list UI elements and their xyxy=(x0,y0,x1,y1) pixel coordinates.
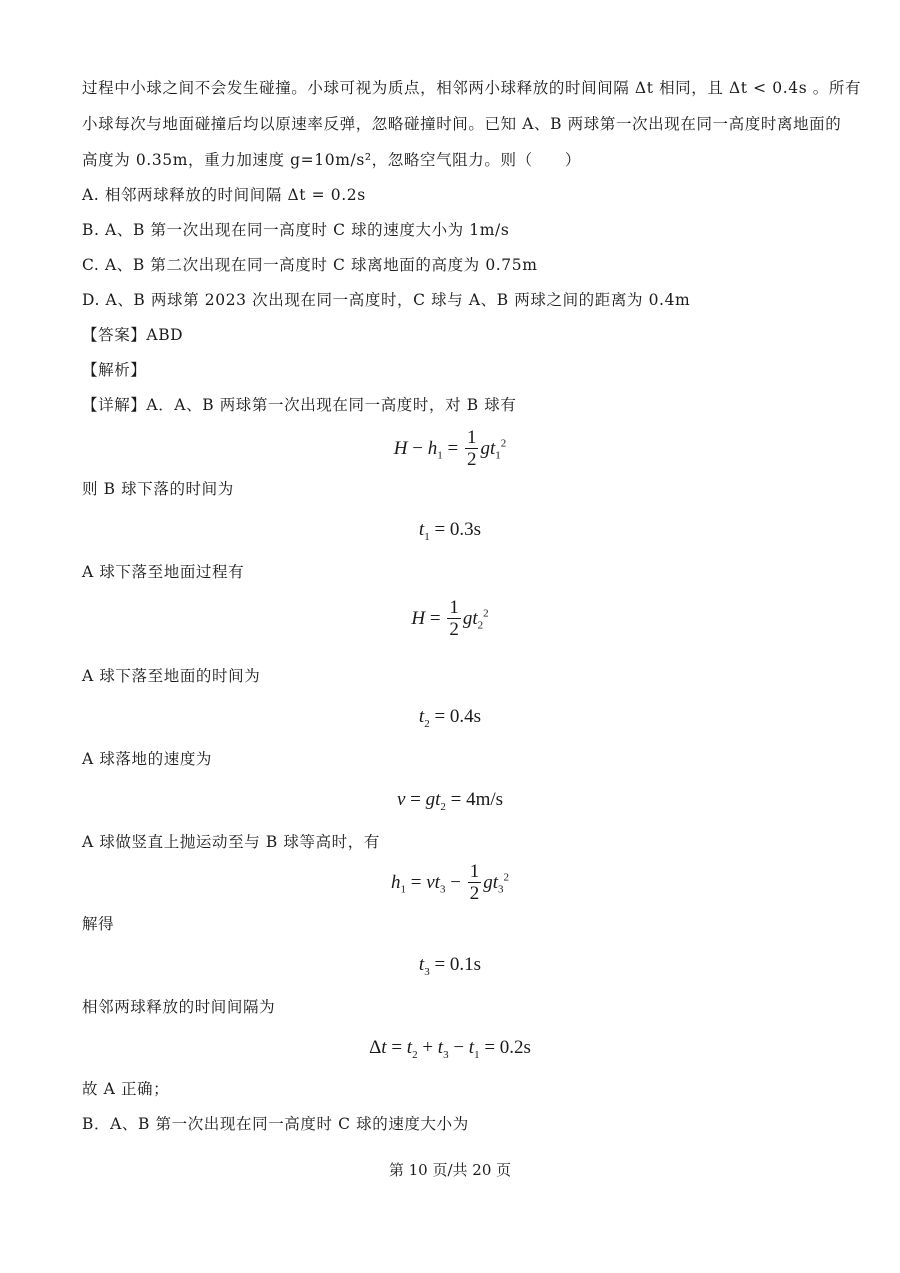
equation-4: $t_2 = 0.4s$ xyxy=(418,706,482,730)
analysis-label: 【解析】 xyxy=(82,361,147,379)
equation-1: $H - h_1$ = $\frac{1}{2}$ $gt_1^2$ xyxy=(393,427,507,470)
a-fall-text: A 球下落至地面过程有 xyxy=(82,563,245,581)
equation-8: $\Delta t = t_2 + t_3 - t_1 = 0.2s$ xyxy=(369,1037,531,1061)
option-a: A. 相邻两球释放的时间间隔 Δt = 0.2s xyxy=(82,186,366,204)
b-intro: B．A、B 第一次出现在同一高度时 C 球的速度大小为 xyxy=(82,1115,469,1133)
t1-text: 则 B 球下落的时间为 xyxy=(82,480,234,498)
problem-line-1: 过程中小球之间不会发生碰撞。小球可视为质点，相邻两小球释放的时间间隔 Δt 相同，且 Δt < 0.4s 。所有 xyxy=(82,79,862,97)
detail-intro: 【详解】A．A、B 两球第一次出现在同一高度时，对 B 球有 xyxy=(82,396,517,414)
dt-text: 相邻两球释放的时间间隔为 xyxy=(82,998,276,1016)
option-c: C. A、B 第二次出现在同一高度时 C 球离地面的高度为 0.75m xyxy=(82,256,538,274)
equation-2: $t_1 = 0.3s$ xyxy=(418,519,482,543)
equation-3: H = $\frac{1}{2}$ $gt_2^2$ xyxy=(411,597,489,640)
equation-5: $v = gt_2 = 4m/s$ xyxy=(396,789,504,813)
answer-label: 【答案】ABD xyxy=(82,326,184,344)
problem-line-2: 小球每次与地面碰撞后均以原速率反弹，忽略碰撞时间。已知 A、B 两球第一次出现在同一高度时离地面的 xyxy=(82,115,842,133)
v-text: A 球落地的速度为 xyxy=(82,750,213,768)
equation-7: $t_3 = 0.1s$ xyxy=(418,954,482,978)
throw-text: A 球做竖直上抛运动至与 B 球等高时，有 xyxy=(82,833,380,851)
option-d: D. A、B 两球第 2023 次出现在同一高度时，C 球与 A、B 两球之间的距离为 0.4m xyxy=(82,291,691,309)
solve-text: 解得 xyxy=(82,915,115,933)
problem-line-3: 高度为 0.35m，重力加速度 g=10m/s²，忽略空气阻力。则（ ） xyxy=(82,151,581,169)
page-footer: 第 10 页/共 20 页 xyxy=(388,1161,512,1179)
equation-6: $h_1 = vt_3$ − $\frac{1}{2}$ $gt_3^2$ xyxy=(391,861,509,904)
t2-text: A 球下落至地面的时间为 xyxy=(82,667,261,685)
option-b: B. A、B 第一次出现在同一高度时 C 球的速度大小为 1m/s xyxy=(82,221,510,239)
conclusion-a: 故 A 正确； xyxy=(82,1080,170,1098)
